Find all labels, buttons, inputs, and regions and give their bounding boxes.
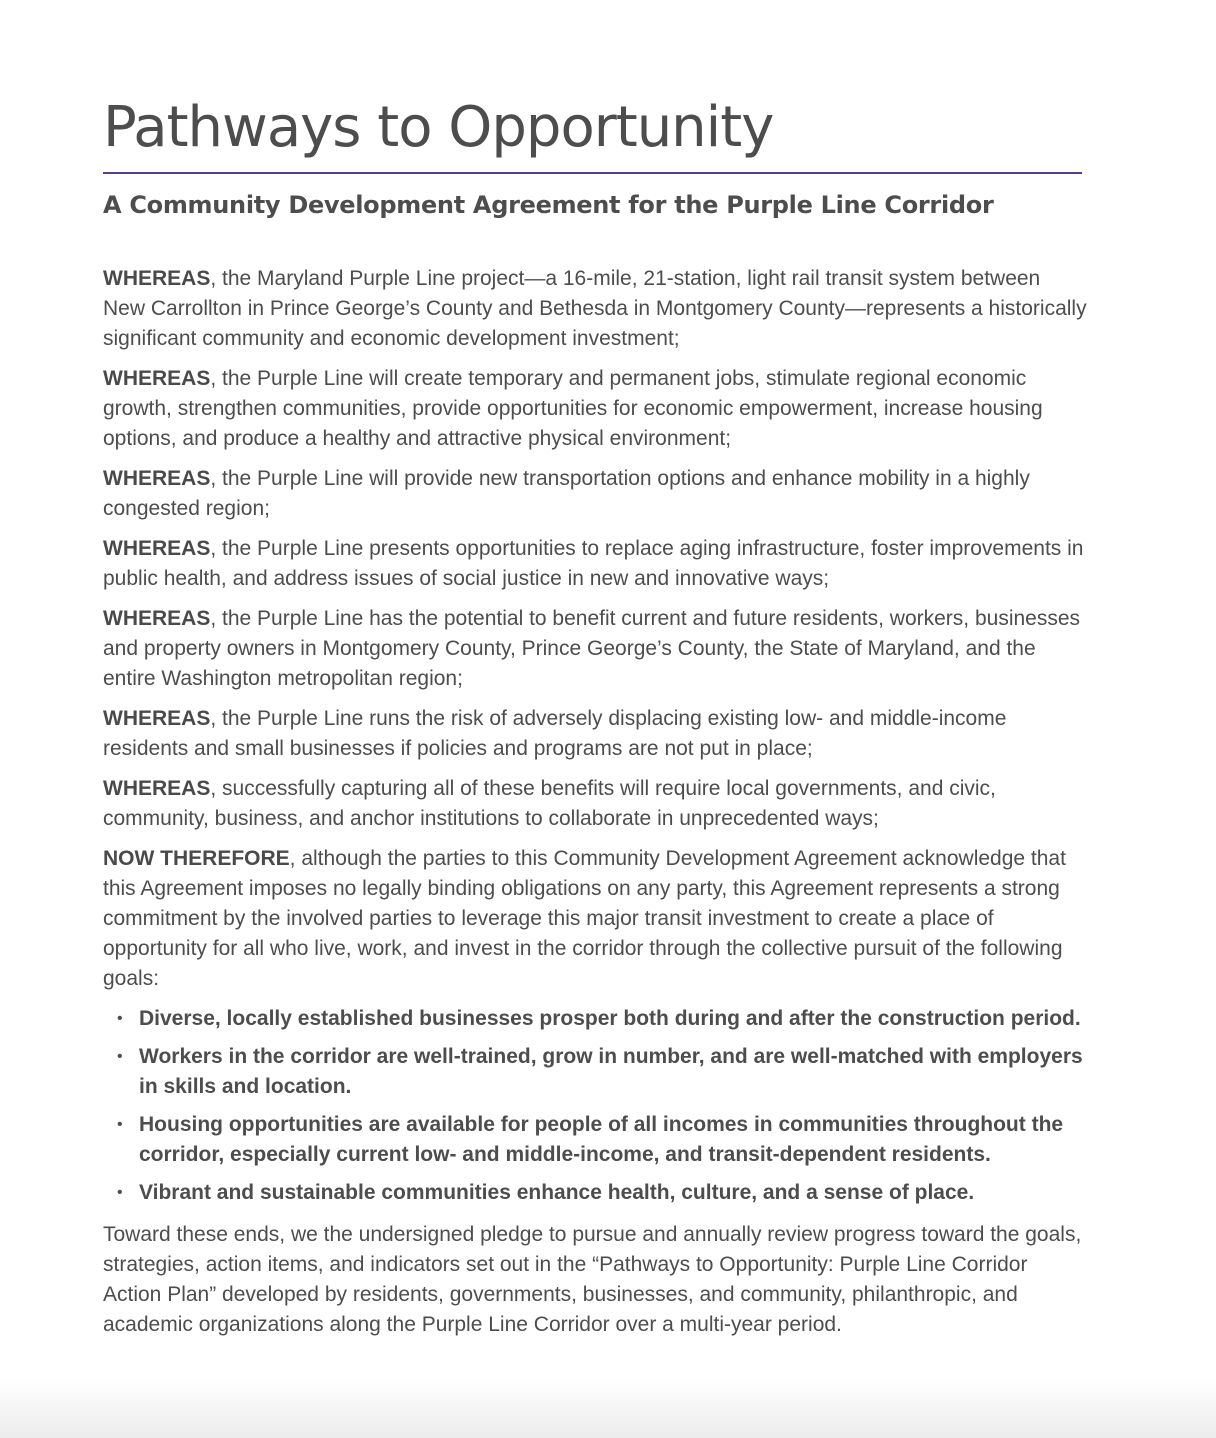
goal-item-communities xyxy=(103,1178,1089,1208)
clause-text: , the Purple Line will create temporary and permanent jobs, stimulate regional economic growth, strengthen communities, provide opportunities for economic empowerment, increase housing options, and produce a healthy and attractive physical environment; xyxy=(103,367,1043,450)
goal-text: Diverse, locally established businesses prosper both during and after the construction period. xyxy=(139,1007,1081,1030)
clause-lead: NOW THEREFORE xyxy=(103,847,290,870)
goal-text: Vibrant and sustainable communities enhance health, culture, and a sense of place. xyxy=(139,1181,975,1204)
clause-text: , the Maryland Purple Line project—a 16-mile, 21-station, light rail transit system between New Carrollton in Prince George’s County and Bethesda in Montgomery County—represents a historically significant community and economic development investment; xyxy=(103,267,1087,350)
closing-paragraph: Toward these ends, we the undersigned pledge to pursue and annually review progress toward the goals, strategies, action items, and indicators set out in the “Pathways to Opportunity: Purple Line Corridor Action Plan” developed by residents, governments, businesses, and community, philanthropic, and academic organizations along the Purple Line Corridor over a multi-year period. xyxy=(103,1223,1082,1336)
clause-text: , successfully capturing all of these benefits will require local governments, and civic, community, business, and anchor institutions to collaborate in unprecedented ways; xyxy=(103,777,996,830)
clause-lead: WHEREAS xyxy=(103,467,211,490)
bullet-icon: • xyxy=(117,1048,123,1065)
document-page xyxy=(103,92,1093,1340)
goal-item-housing xyxy=(103,1110,1089,1170)
goals-list xyxy=(103,1004,1093,1208)
clause-lead: WHEREAS xyxy=(103,707,211,730)
goal-text: Workers in the corridor are well-trained, grow in number, and are well-matched with employers in skills and location. xyxy=(139,1045,1083,1098)
clause-text: , the Purple Line has the potential to benefit current and future residents, workers, businesses and property owners in Montgomery County, Prince George’s County, the State of Maryland, and the entire Washington metropolitan region; xyxy=(103,607,1081,690)
clause-7 xyxy=(103,774,1088,834)
clause-5 xyxy=(103,604,1088,694)
clause-text: , the Purple Line will provide new transportation options and enhance mobility in a highly congested region; xyxy=(103,467,1030,520)
bullet-icon: • xyxy=(117,1010,123,1027)
clause-3 xyxy=(103,464,1088,524)
title-divider xyxy=(103,172,1082,174)
clause-text: , the Purple Line runs the risk of adversely displacing existing low- and middle-income residents and small businesses if policies and programs are not put in place; xyxy=(103,707,1007,760)
bullet-icon: • xyxy=(117,1116,123,1133)
goal-text: Housing opportunities are available for people of all incomes in communities throughout the corridor, especially current low- and middle-income, and transit-dependent residents. xyxy=(139,1113,1064,1166)
page-subtitle: A Community Development Agreement for the Purple Line Corridor xyxy=(103,191,994,219)
clause-4 xyxy=(103,534,1088,594)
clause-text: , although the parties to this Community Development Agreement acknowledge that this Agreement imposes no legally binding obligations on any party, this Agreement represents a strong commitment by the involved parties to leverage this major transit investment to create a place of opportunity for all who live, work, and invest in the corridor through the collective pursuit of the following goals: xyxy=(103,847,1066,990)
goal-item-businesses xyxy=(103,1004,1089,1034)
clause-1 xyxy=(103,264,1088,354)
clause-lead: WHEREAS xyxy=(103,777,211,800)
clause-text: , the Purple Line presents opportunities to replace aging infrastructure, foster improvements in public health, and address issues of social justice in new and innovative ways; xyxy=(103,537,1084,590)
clause-lead: WHEREAS xyxy=(103,607,211,630)
clause-lead: WHEREAS xyxy=(103,267,211,290)
bullet-icon: • xyxy=(117,1184,123,1201)
clause-6 xyxy=(103,704,1088,764)
page-title: Pathways to Opportunity xyxy=(103,95,774,160)
clause-now-therefore xyxy=(103,844,1088,994)
goal-item-workers xyxy=(103,1042,1089,1102)
agreement-body xyxy=(103,264,1093,1340)
page-bottom-shadow xyxy=(0,1378,1216,1438)
clause-lead: WHEREAS xyxy=(103,537,211,560)
clause-2 xyxy=(103,364,1088,454)
clause-lead: WHEREAS xyxy=(103,367,211,390)
